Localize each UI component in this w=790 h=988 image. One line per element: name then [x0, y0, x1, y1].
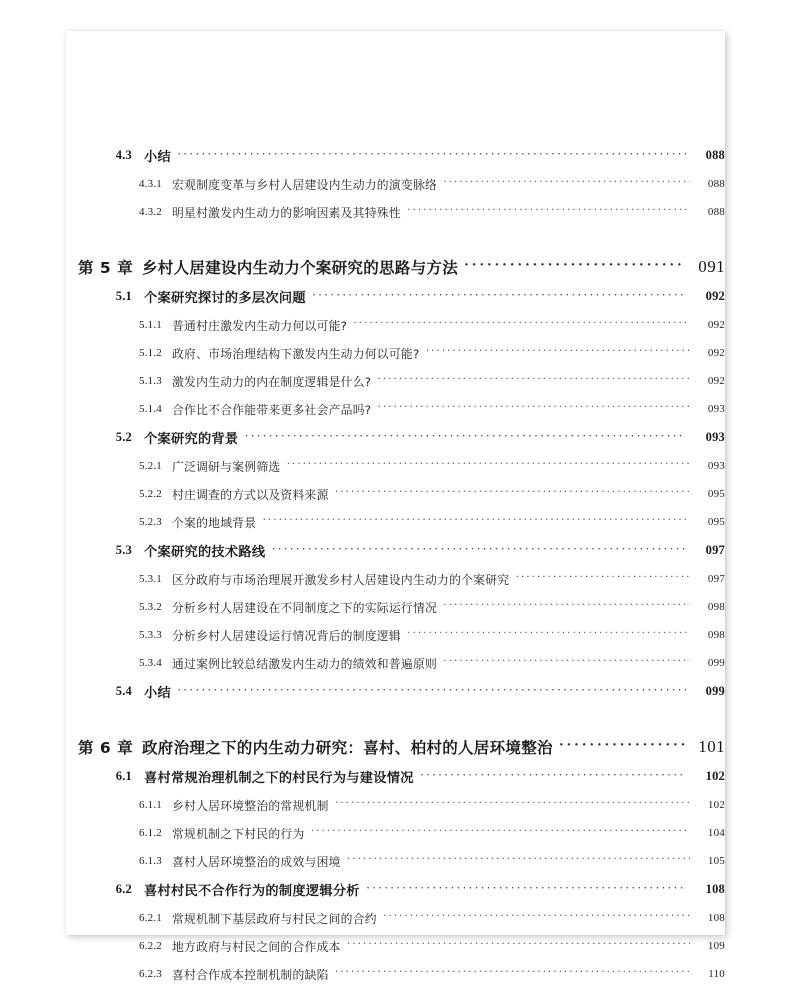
page-number: 092: [707, 375, 725, 387]
entry-title: 乡村人居建设内生动力个案研究的思路与方法: [142, 259, 459, 277]
dot-leader: [425, 347, 690, 359]
entry-number: 5.1.3: [139, 375, 162, 387]
entry-number: 5.2.3: [139, 516, 162, 528]
entry-number: 5.3.2: [139, 601, 162, 613]
toc-subsection-entry[interactable]: [66, 649, 725, 677]
entry-number: 5.1.2: [139, 347, 162, 359]
entry-number: 5.1.1: [139, 319, 162, 331]
dot-leader: [347, 940, 690, 952]
entry-title: 个案研究的技术路线: [144, 545, 266, 560]
page-number: 091: [698, 257, 725, 276]
toc-section-entry[interactable]: [66, 762, 725, 791]
page-number: 093: [707, 460, 725, 472]
entry-number: 5.4: [115, 684, 132, 698]
page-number: 095: [707, 516, 725, 528]
entry-title: 分析乡村人居建设在不同制度之下的实际运行情况: [172, 600, 438, 615]
page-number: 099: [705, 684, 725, 698]
dot-leader: [335, 799, 690, 811]
toc-section-entry[interactable]: [66, 141, 725, 170]
section-spacer: [66, 226, 725, 252]
dot-leader: [407, 206, 690, 218]
dot-leader: [443, 178, 690, 190]
dot-leader: [244, 431, 686, 444]
entry-number: 5.3.3: [139, 629, 162, 641]
toc-subsection-entry[interactable]: [66, 621, 725, 649]
toc-subsection-entry[interactable]: [66, 339, 725, 367]
toc-chapter-entry[interactable]: [66, 732, 725, 762]
entry-title: 政府、市场治理结构下激发内生动力何以可能?: [172, 346, 420, 361]
entry-number: 5.3: [115, 543, 132, 557]
toc-section-entry[interactable]: [66, 282, 725, 311]
table-of-contents: [66, 31, 725, 988]
page-number: 104: [707, 827, 725, 839]
entry-title: 普通村庄激发内生动力何以可能?: [172, 318, 348, 333]
page-number: 092: [707, 347, 725, 359]
toc-section-entry[interactable]: [66, 423, 725, 452]
entry-title: 宏观制度变革与乡村人居建设内生动力的演变脉络: [172, 177, 438, 192]
toc-subsection-entry[interactable]: [66, 480, 725, 508]
entry-number: 4.3: [115, 148, 132, 162]
page-number: 088: [705, 148, 725, 162]
entry-title: 地方政府与村民之间的合作成本: [172, 939, 341, 954]
dot-leader: [312, 290, 686, 303]
dot-leader: [311, 827, 690, 839]
page-number: 092: [707, 319, 725, 331]
dot-leader: [335, 968, 690, 980]
entry-title: 小结: [144, 150, 171, 165]
entry-title: 广泛调研与案例筛选: [172, 459, 281, 474]
entry-title: 合作比不合作能带来更多社会产品吗?: [172, 402, 372, 417]
page-number: 095: [707, 488, 725, 500]
entry-title: 通过案例比较总结激发内生动力的绩效和普遍原则: [172, 656, 438, 671]
toc-subsection-entry[interactable]: [66, 170, 725, 198]
page-sheet: [66, 31, 725, 982]
page-number: 093: [707, 403, 725, 415]
entry-number: 4.3.1: [139, 178, 162, 190]
dot-leader: [377, 403, 690, 415]
toc-section-entry[interactable]: [66, 677, 725, 706]
entry-title: 区分政府与市场治理展开激发乡村人居建设内生动力的个案研究: [172, 572, 510, 587]
entry-number: 5.3.4: [139, 657, 162, 669]
toc-subsection-entry[interactable]: [66, 847, 725, 875]
dot-leader: [262, 516, 690, 528]
page-number: 097: [707, 573, 725, 585]
dot-leader: [335, 488, 690, 500]
entry-number: 5.2.1: [139, 460, 162, 472]
toc-section-entry[interactable]: [66, 536, 725, 565]
entry-number: 5.1.4: [139, 403, 162, 415]
dot-leader: [515, 573, 690, 585]
entry-number: 5.2: [115, 430, 132, 444]
page-number: 098: [707, 601, 725, 613]
entry-title: 个案的地域背景: [172, 515, 257, 530]
entry-title: 喜村常规治理机制之下的村民行为与建设情况: [144, 771, 414, 786]
page-number: 102: [707, 799, 725, 811]
page-number: 101: [698, 737, 725, 756]
entry-number: 4.3.2: [139, 206, 162, 218]
entry-number: 6.2.2: [139, 940, 162, 952]
toc-subsection-entry[interactable]: [66, 932, 725, 960]
page-number: 097: [705, 543, 725, 557]
toc-subsection-entry[interactable]: [66, 508, 725, 536]
page-number: 109: [707, 940, 725, 952]
toc-subsection-entry[interactable]: [66, 904, 725, 932]
page-number: 110: [708, 968, 725, 980]
dot-leader: [353, 319, 690, 331]
toc-subsection-entry[interactable]: [66, 791, 725, 819]
dot-leader: [347, 855, 690, 867]
toc-chapter-entry[interactable]: [66, 252, 725, 282]
toc-subsection-entry[interactable]: [66, 395, 725, 423]
page-number: 102: [705, 769, 725, 783]
page-number: 088: [707, 178, 725, 190]
toc-subsection-entry[interactable]: [66, 565, 725, 593]
toc-subsection-entry[interactable]: [66, 452, 725, 480]
dot-leader: [383, 912, 690, 924]
entry-title: 小结: [144, 686, 171, 701]
entry-number: 6.1: [115, 769, 132, 783]
page-number: 093: [705, 430, 725, 444]
entry-title: 激发内生动力的内在制度逻辑是什么?: [172, 374, 372, 389]
toc-subsection-entry[interactable]: [66, 960, 725, 988]
entry-number: 5.1: [115, 289, 132, 303]
entry-title: 喜村合作成本控制机制的缺陷: [172, 967, 329, 982]
entry-number: 6.1.3: [139, 855, 162, 867]
dot-leader: [559, 739, 684, 755]
entry-number: 6.2: [115, 882, 132, 896]
entry-title: 个案研究的背景: [144, 432, 239, 447]
page-number: 088: [707, 206, 725, 218]
entry-number: 6.1.2: [139, 827, 162, 839]
toc-subsection-entry[interactable]: [66, 311, 725, 339]
page-number: 098: [707, 629, 725, 641]
page-number: 108: [705, 882, 725, 896]
dot-leader: [420, 770, 686, 783]
entry-title: 明星村激发内生动力的影响因素及其特殊性: [172, 205, 401, 220]
dot-leader: [177, 685, 686, 698]
toc-section-entry[interactable]: [66, 875, 725, 904]
dot-leader: [464, 259, 684, 275]
entry-title: 喜村村民不合作行为的制度逻辑分析: [144, 884, 360, 899]
toc-subsection-entry[interactable]: [66, 198, 725, 226]
dot-leader: [443, 601, 690, 613]
toc-subsection-entry[interactable]: [66, 819, 725, 847]
entry-number: 5.2.2: [139, 488, 162, 500]
page-number: 099: [707, 657, 725, 669]
entry-number: 6.2.1: [139, 912, 162, 924]
entry-title: 喜村人居环境整治的成效与困境: [172, 854, 341, 869]
entry-title: 村庄调查的方式以及资料来源: [172, 487, 329, 502]
entry-number: 第 5 章: [78, 259, 134, 277]
dot-leader: [377, 375, 690, 387]
toc-subsection-entry[interactable]: [66, 367, 725, 395]
entry-number: 6.2.3: [139, 968, 162, 980]
entry-title: 乡村人居环境整治的常规机制: [172, 798, 329, 813]
dot-leader: [443, 657, 690, 669]
dot-leader: [271, 544, 686, 557]
dot-leader: [177, 149, 686, 162]
entry-title: 个案研究探讨的多层次问题: [144, 291, 306, 306]
page-number: 108: [707, 912, 725, 924]
entry-title: 常规机制下基层政府与村民之间的合约: [172, 911, 377, 926]
section-spacer: [66, 706, 725, 732]
entry-number: 第 6 章: [78, 739, 134, 757]
entry-number: 5.3.1: [139, 573, 162, 585]
dot-leader: [407, 629, 690, 641]
entry-title: 政府治理之下的内生动力研究：喜村、柏村的人居环境整治: [142, 739, 553, 757]
entry-title: 分析乡村人居建设运行情况背后的制度逻辑: [172, 628, 401, 643]
dot-leader: [286, 460, 690, 472]
entry-title: 常规机制之下村民的行为: [172, 826, 305, 841]
entry-number: 6.1.1: [139, 799, 162, 811]
toc-subsection-entry[interactable]: [66, 593, 725, 621]
page-number: 092: [705, 289, 725, 303]
page-number: 105: [707, 855, 725, 867]
dot-leader: [366, 883, 686, 896]
